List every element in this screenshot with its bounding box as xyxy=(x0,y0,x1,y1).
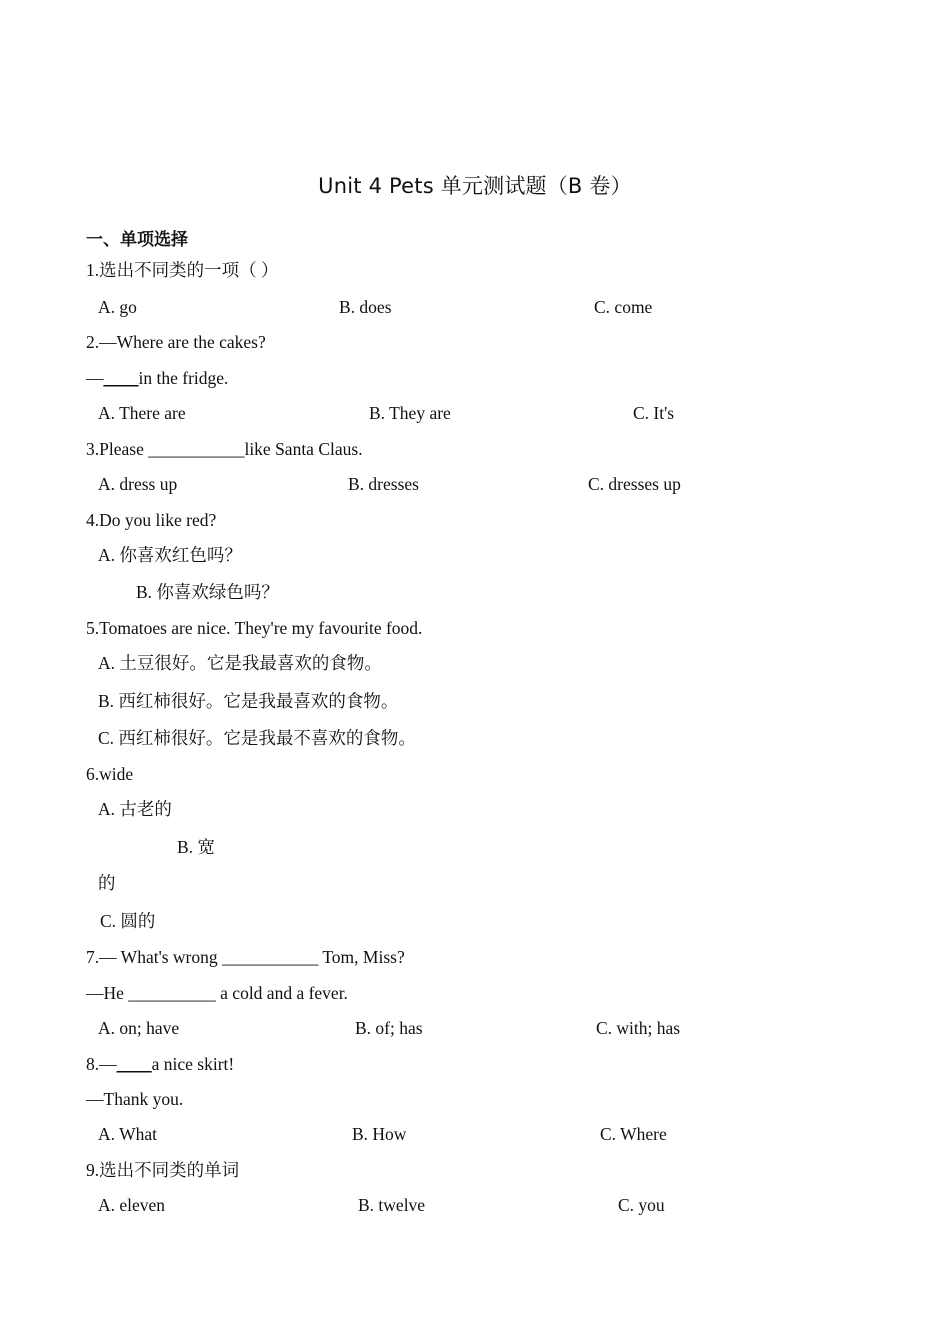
question-1-stem: 1.选出不同类的一项（ ） xyxy=(86,260,279,280)
question-6-option-b-wrap: 的 xyxy=(98,873,116,893)
question-7-option-c: C. with; has xyxy=(596,1018,681,1038)
question-8-option-a: A. What xyxy=(98,1124,157,1144)
question-1-option-c: C. come xyxy=(594,297,653,317)
question-2-option-c: C. It's xyxy=(633,403,675,423)
question-7-stem-line-2: —He __________ a cold and a fever. xyxy=(86,983,348,1003)
question-9-stem: 9.选出不同类的单词 xyxy=(86,1160,240,1180)
question-2-option-b: B. They are xyxy=(369,403,451,423)
question-8-stem-line-2: —Thank you. xyxy=(86,1089,184,1109)
question-1-option-b: B. does xyxy=(339,297,392,317)
question-7-stem: 7.— What's wrong ___________ Tom, Miss? xyxy=(86,947,405,967)
section-heading: 一、单项选择 xyxy=(86,230,188,250)
question-7-option-b: B. of; has xyxy=(355,1018,423,1038)
question-3-option-a: A. dress up xyxy=(98,474,178,494)
answer-blank: ____ xyxy=(103,368,139,388)
question-5-option-a: A. 土豆很好。它是我最喜欢的食物。 xyxy=(98,653,382,673)
stem-prefix: 8.— xyxy=(86,1054,117,1074)
question-9-option-c: C. you xyxy=(618,1195,665,1215)
question-8-option-b: B. How xyxy=(352,1124,407,1144)
dash: — xyxy=(86,368,104,388)
question-3-option-c: C. dresses up xyxy=(588,474,681,494)
question-4-option-a: A. 你喜欢红色吗？ xyxy=(98,545,242,565)
question-3-option-b: B. dresses xyxy=(348,474,419,494)
question-6-stem: 6.wide xyxy=(86,764,134,784)
question-5-stem: 5.Tomatoes are nice. They're my favourite food. xyxy=(86,618,423,638)
question-6-option-b: B. 宽 xyxy=(177,837,215,857)
question-8-stem xyxy=(86,1052,234,1076)
question-4-stem: 4.Do you like red? xyxy=(86,510,217,530)
question-5-option-b: B. 西红柿很好。它是我最喜欢的食物。 xyxy=(98,691,399,711)
answer-blank: ____ xyxy=(116,1054,152,1074)
question-2-answer-line xyxy=(86,366,228,390)
question-6-option-a: A. 古老的 xyxy=(98,799,172,819)
document-title: Unit 4 Pets 单元测试题（B 卷） xyxy=(318,174,632,198)
question-5-option-c: C. 西红柿很好。它是我最不喜欢的食物。 xyxy=(98,728,416,748)
question-3-stem: 3.Please ___________like Santa Claus. xyxy=(86,439,363,459)
question-2-option-a: A. There are xyxy=(98,403,186,423)
question-8-option-c: C. Where xyxy=(600,1124,667,1144)
question-4-option-b: B. 你喜欢绿色吗？ xyxy=(136,582,279,602)
question-9-option-a: A. eleven xyxy=(98,1195,166,1215)
question-9-option-b: B. twelve xyxy=(358,1195,426,1215)
question-6-option-c: C. 圆的 xyxy=(100,911,156,931)
question-2-stem: 2.—Where are the cakes? xyxy=(86,332,266,352)
answer-text: in the fridge. xyxy=(138,368,229,388)
question-1-option-a: A. go xyxy=(98,297,137,317)
question-7-option-a: A. on; have xyxy=(98,1018,180,1038)
stem-text: a nice skirt! xyxy=(151,1054,235,1074)
